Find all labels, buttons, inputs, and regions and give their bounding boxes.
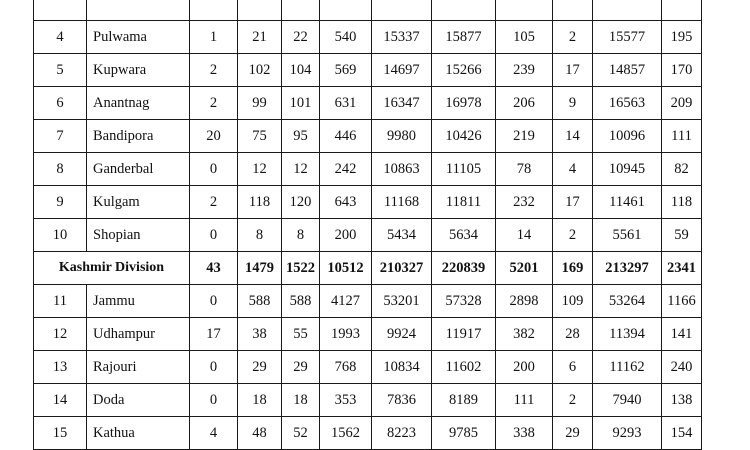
table-cell: 52 bbox=[282, 417, 320, 450]
table-cell: 12 bbox=[238, 153, 282, 186]
table-cell: 768 bbox=[320, 351, 372, 384]
table-cell: 14697 bbox=[372, 54, 432, 87]
table-cell: 210327 bbox=[372, 252, 432, 285]
table-cell bbox=[320, 0, 372, 21]
table-cell: 382 bbox=[496, 318, 553, 351]
table-cell: 2 bbox=[553, 219, 593, 252]
table-cell: 169 bbox=[553, 252, 593, 285]
table-cell: 5634 bbox=[432, 219, 496, 252]
table-cell: 10834 bbox=[372, 351, 432, 384]
table-cell: 11162 bbox=[593, 351, 662, 384]
table-cell: 1562 bbox=[320, 417, 372, 450]
table-cell: 2 bbox=[190, 186, 238, 219]
table-row bbox=[34, 120, 702, 153]
table-cell: 220839 bbox=[432, 252, 496, 285]
district-name: Kulgam bbox=[87, 186, 190, 219]
table-row bbox=[34, 285, 702, 318]
table-cell: 11461 bbox=[593, 186, 662, 219]
table-row bbox=[34, 384, 702, 417]
table-cell: 0 bbox=[190, 384, 238, 417]
table-row bbox=[34, 153, 702, 186]
table-cell: 588 bbox=[282, 285, 320, 318]
division-total-row bbox=[34, 252, 702, 285]
table-cell: 75 bbox=[238, 120, 282, 153]
division-label: Kashmir Division bbox=[34, 252, 190, 285]
serial-number: 8 bbox=[34, 153, 87, 186]
table-cell: 240 bbox=[662, 351, 702, 384]
table-row bbox=[34, 318, 702, 351]
table-cell: 29 bbox=[553, 417, 593, 450]
district-name: Kupwara bbox=[87, 54, 190, 87]
table-cell bbox=[238, 0, 282, 21]
district-name: Kathua bbox=[87, 417, 190, 450]
table-cell bbox=[432, 0, 496, 21]
table-cell: 104 bbox=[282, 54, 320, 87]
table-cell: 0 bbox=[190, 285, 238, 318]
table-cell: 7940 bbox=[593, 384, 662, 417]
serial-number: 7 bbox=[34, 120, 87, 153]
table-cell: 8223 bbox=[372, 417, 432, 450]
serial-number: 5 bbox=[34, 54, 87, 87]
table-cell bbox=[282, 0, 320, 21]
table-cell: 9980 bbox=[372, 120, 432, 153]
table-cell: 8 bbox=[282, 219, 320, 252]
table-cell: 17 bbox=[190, 318, 238, 351]
table-cell: 9 bbox=[553, 87, 593, 120]
table-cell: 0 bbox=[190, 219, 238, 252]
table-cell: 11168 bbox=[372, 186, 432, 219]
serial-number: 12 bbox=[34, 318, 87, 351]
table-cell: 1522 bbox=[282, 252, 320, 285]
table-row bbox=[34, 21, 702, 54]
table-cell: 16978 bbox=[432, 87, 496, 120]
table-cell: 111 bbox=[662, 120, 702, 153]
table-cell: 7836 bbox=[372, 384, 432, 417]
table-cell: 631 bbox=[320, 87, 372, 120]
table-cell: 4 bbox=[190, 417, 238, 450]
table-cell bbox=[593, 0, 662, 21]
table-cell: 11394 bbox=[593, 318, 662, 351]
table-cell: 18 bbox=[238, 384, 282, 417]
table-cell: 10863 bbox=[372, 153, 432, 186]
serial-number: 4 bbox=[34, 21, 87, 54]
table-cell: 118 bbox=[238, 186, 282, 219]
table-cell: 8189 bbox=[432, 384, 496, 417]
table-cell: 57328 bbox=[432, 285, 496, 318]
table-cell: 213297 bbox=[593, 252, 662, 285]
table-cell: 29 bbox=[238, 351, 282, 384]
table-cell: 78 bbox=[496, 153, 553, 186]
table-cell: 14 bbox=[496, 219, 553, 252]
table-cell: 15337 bbox=[372, 21, 432, 54]
table-row bbox=[34, 87, 702, 120]
table-cell: 10945 bbox=[593, 153, 662, 186]
serial-number: 13 bbox=[34, 351, 87, 384]
table-cell: 102 bbox=[238, 54, 282, 87]
table-row bbox=[34, 186, 702, 219]
table-cell: 232 bbox=[496, 186, 553, 219]
table-cell: 353 bbox=[320, 384, 372, 417]
table-cell: 28 bbox=[553, 318, 593, 351]
table-cell: 11917 bbox=[432, 318, 496, 351]
table-cell: 15877 bbox=[432, 21, 496, 54]
table-body bbox=[34, 0, 702, 450]
table-cell: 1479 bbox=[238, 252, 282, 285]
table-cell: 111 bbox=[496, 384, 553, 417]
table-cell: 20 bbox=[190, 120, 238, 153]
serial-number: 14 bbox=[34, 384, 87, 417]
table-cell: 53201 bbox=[372, 285, 432, 318]
table-cell: 11811 bbox=[432, 186, 496, 219]
table-cell: 209 bbox=[662, 87, 702, 120]
table-cell: 1166 bbox=[662, 285, 702, 318]
table-cell: 38 bbox=[238, 318, 282, 351]
table-cell: 22 bbox=[282, 21, 320, 54]
table-cell: 2 bbox=[553, 384, 593, 417]
district-name: Anantnag bbox=[87, 87, 190, 120]
table-cell: 239 bbox=[496, 54, 553, 87]
table-cell: 154 bbox=[662, 417, 702, 450]
table-cell: 4127 bbox=[320, 285, 372, 318]
table-cell: 2341 bbox=[662, 252, 702, 285]
table-cell: 6 bbox=[553, 351, 593, 384]
table-cell: 59 bbox=[662, 219, 702, 252]
table-cell: 170 bbox=[662, 54, 702, 87]
table-cell: 95 bbox=[282, 120, 320, 153]
table-cell: 5434 bbox=[372, 219, 432, 252]
table-cell: 138 bbox=[662, 384, 702, 417]
table-cell: 643 bbox=[320, 186, 372, 219]
table-cell: 195 bbox=[662, 21, 702, 54]
table-cell: 99 bbox=[238, 87, 282, 120]
table-cell: 338 bbox=[496, 417, 553, 450]
table-cell: 53264 bbox=[593, 285, 662, 318]
table-cell: 10426 bbox=[432, 120, 496, 153]
table-cell: 55 bbox=[282, 318, 320, 351]
table-cell: 219 bbox=[496, 120, 553, 153]
table-cell: 118 bbox=[662, 186, 702, 219]
table-cell bbox=[496, 0, 553, 21]
table-cell: 0 bbox=[190, 351, 238, 384]
table-cell: 2898 bbox=[496, 285, 553, 318]
table-cell: 200 bbox=[320, 219, 372, 252]
district-name: Udhampur bbox=[87, 318, 190, 351]
table-cell: 43 bbox=[190, 252, 238, 285]
serial-number: 6 bbox=[34, 87, 87, 120]
table-cell: 1 bbox=[190, 21, 238, 54]
table-cell: 14857 bbox=[593, 54, 662, 87]
table-cell: 10096 bbox=[593, 120, 662, 153]
table-cell: 2 bbox=[553, 21, 593, 54]
table-cell: 0 bbox=[190, 153, 238, 186]
district-name: Bandipora bbox=[87, 120, 190, 153]
table-cell: 11602 bbox=[432, 351, 496, 384]
serial-number: 10 bbox=[34, 219, 87, 252]
table-cell: 1993 bbox=[320, 318, 372, 351]
table-cell: 29 bbox=[282, 351, 320, 384]
table-cell: 2 bbox=[190, 54, 238, 87]
table-cell: 9924 bbox=[372, 318, 432, 351]
serial-number: 9 bbox=[34, 186, 87, 219]
table-row bbox=[34, 351, 702, 384]
district-name bbox=[87, 0, 190, 21]
table-cell: 10512 bbox=[320, 252, 372, 285]
district-name: Jammu bbox=[87, 285, 190, 318]
table-cell: 17 bbox=[553, 186, 593, 219]
table-cell: 5201 bbox=[496, 252, 553, 285]
table-row bbox=[34, 219, 702, 252]
table-cell: 14 bbox=[553, 120, 593, 153]
table-cell bbox=[372, 0, 432, 21]
table-cell: 48 bbox=[238, 417, 282, 450]
table-cell: 15577 bbox=[593, 21, 662, 54]
table-cell: 105 bbox=[496, 21, 553, 54]
table-cell: 5561 bbox=[593, 219, 662, 252]
table-cell: 242 bbox=[320, 153, 372, 186]
table-cell bbox=[662, 0, 702, 21]
table-row bbox=[34, 417, 702, 450]
table-cell: 569 bbox=[320, 54, 372, 87]
district-name: Ganderbal bbox=[87, 153, 190, 186]
table-cell: 141 bbox=[662, 318, 702, 351]
table-cell: 9785 bbox=[432, 417, 496, 450]
table-row-partial bbox=[34, 0, 702, 21]
table-cell bbox=[553, 0, 593, 21]
table-cell: 15266 bbox=[432, 54, 496, 87]
table-cell: 2 bbox=[190, 87, 238, 120]
table-cell: 446 bbox=[320, 120, 372, 153]
table-row bbox=[34, 54, 702, 87]
table-cell: 4 bbox=[553, 153, 593, 186]
table-cell: 82 bbox=[662, 153, 702, 186]
table-cell: 200 bbox=[496, 351, 553, 384]
table-cell: 101 bbox=[282, 87, 320, 120]
serial-number: 11 bbox=[34, 285, 87, 318]
serial-number bbox=[34, 0, 87, 21]
table-cell: 540 bbox=[320, 21, 372, 54]
table-cell: 17 bbox=[553, 54, 593, 87]
table-cell: 588 bbox=[238, 285, 282, 318]
table-cell: 16563 bbox=[593, 87, 662, 120]
table-cell: 16347 bbox=[372, 87, 432, 120]
district-name: Rajouri bbox=[87, 351, 190, 384]
district-name: Shopian bbox=[87, 219, 190, 252]
district-name: Pulwama bbox=[87, 21, 190, 54]
table-cell: 21 bbox=[238, 21, 282, 54]
table-cell: 12 bbox=[282, 153, 320, 186]
table-cell: 206 bbox=[496, 87, 553, 120]
district-statistics-table bbox=[33, 0, 702, 450]
table-cell: 18 bbox=[282, 384, 320, 417]
table-cell: 109 bbox=[553, 285, 593, 318]
table-cell: 120 bbox=[282, 186, 320, 219]
table-cell: 11105 bbox=[432, 153, 496, 186]
district-name: Doda bbox=[87, 384, 190, 417]
serial-number: 15 bbox=[34, 417, 87, 450]
table-cell bbox=[190, 0, 238, 21]
table-cell: 8 bbox=[238, 219, 282, 252]
table-cell: 9293 bbox=[593, 417, 662, 450]
